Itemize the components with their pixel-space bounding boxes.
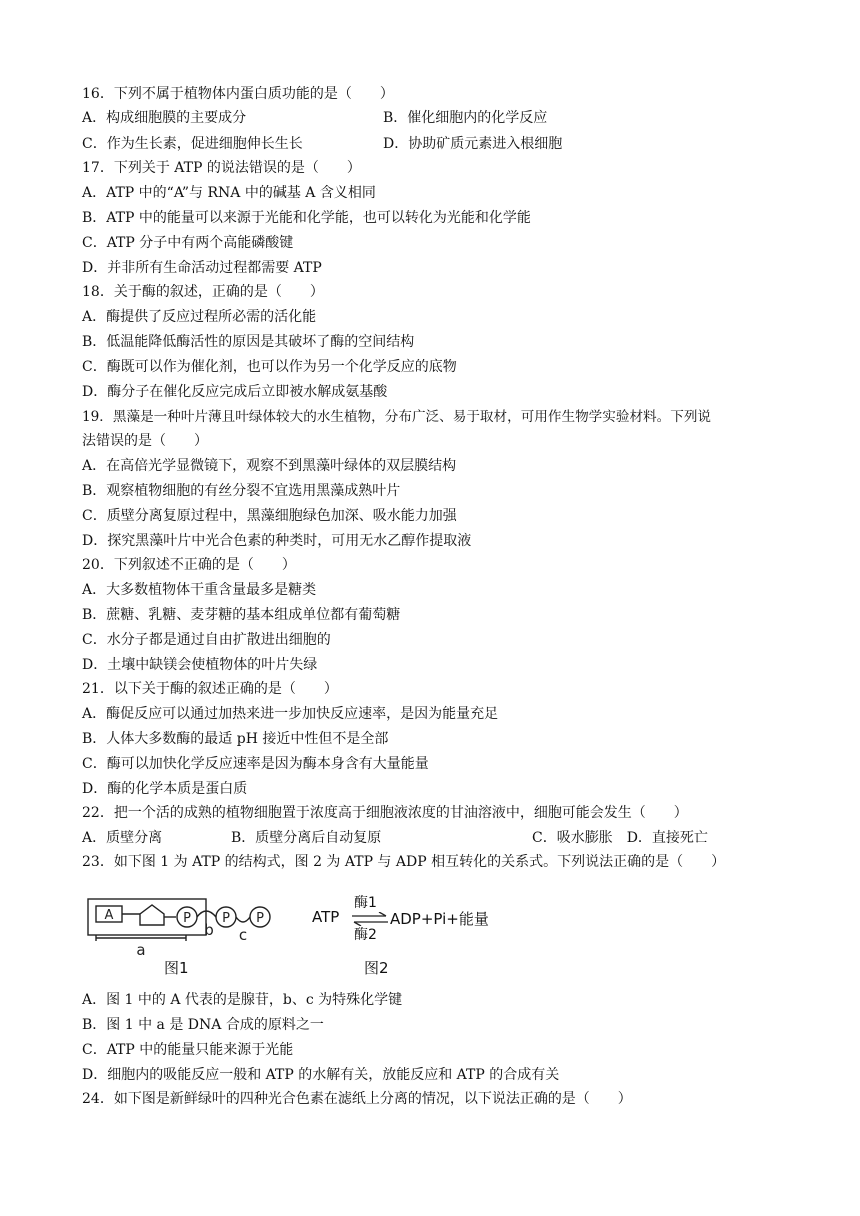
q21-option-b: B．人体大多数酶的最适 pH 接近中性但不是全部 (82, 731, 389, 747)
q20-option-a: A．大多数植物体干重含量最多是糖类 (82, 582, 317, 598)
q19-stem-line1: 19．黑藻是一种叶片薄且叶绿体较大的水生植物，分布广泛、易于取材，可用作生物学实验材料。下列说 (82, 409, 712, 425)
q22-stem: 22．把一个活的成熟的植物细胞置于浓度高于细胞液浓度的甘油溶液中，细胞可能会发生（ ） (82, 805, 688, 821)
q23-option-c: C．ATP 中的能量只能来源于光能 (82, 1042, 294, 1058)
svg-text:P: P (256, 911, 264, 926)
q17-option-d: D．并非所有生命活动过程都需要 ATP (82, 260, 322, 276)
figure1-caption: 图1 (164, 959, 189, 977)
q20-option-b: B．蔗糖、乳糖、麦芽糖的基本组成单位都有葡萄糖 (82, 607, 401, 623)
figure1-label-a: a (136, 941, 146, 959)
q21-option-c: C．酶可以加快化学反应速率是因为酶本身含有大量能量 (82, 756, 429, 772)
figure1-label-b: b (204, 921, 214, 939)
figure2-products: ADP+Pi+能量 (390, 910, 489, 928)
figure2-caption: 图2 (364, 959, 389, 977)
q19-option-b: B．观察植物细胞的有丝分裂不宜选用黑藻成熟叶片 (82, 483, 401, 499)
q19-stem-line2: 法错误的是（ ） (82, 433, 208, 449)
figure1-base-label: A (104, 908, 114, 923)
q16-option-a: A．构成细胞膜的主要成分 (82, 110, 247, 126)
q20-stem: 20．下列叙述不正确的是（ ） (82, 557, 296, 573)
q22-option-cd: C．吸水膨胀 D．直接死亡 (532, 830, 708, 846)
figure2-atp: ATP (312, 908, 340, 926)
figure1-label-c: c (238, 926, 248, 944)
q22-option-b: B．质壁分离后自动复原 (231, 830, 382, 846)
q24-stem: 24．如下图是新鲜绿叶的四种光合色素在滤纸上分离的情况，以下说法正确的是（ ） (82, 1091, 632, 1107)
q16-option-d: D．协助矿质元素进入根细胞 (383, 136, 563, 152)
figure2-enzyme2: 酶2 (354, 927, 377, 943)
q20-option-d: D．土壤中缺镁会使植物体的叶片失绿 (82, 657, 318, 673)
q19-option-c: C．质壁分离复原过程中，黑藻细胞绿色加深、吸水能力加强 (82, 508, 457, 524)
q23-option-b: B．图 1 中 a 是 DNA 合成的原料之一 (82, 1017, 324, 1033)
q18-option-d: D．酶分子在催化反应完成后立即被水解成氨基酸 (82, 384, 388, 400)
q21-stem: 21．以下关于酶的叙述正确的是（ ） (82, 681, 338, 697)
q16-stem: 16．下列不属于植物体内蛋白质功能的是（ ） (82, 86, 394, 102)
q19-option-d: D．探究黑藻叶片中光合色素的种类时，可用无水乙醇作提取液 (82, 533, 472, 549)
q21-option-d: D．酶的化学本质是蛋白质 (82, 781, 248, 797)
q16-option-c: C．作为生长素，促进细胞伸长生长 (82, 136, 303, 152)
q23-option-a: A．图 1 中的 A 代表的是腺苷，b、c 为特殊化学键 (82, 992, 403, 1008)
q23-option-d: D．细胞内的吸能反应一般和 ATP 的水解有关，放能反应和 ATP 的合成有关 (82, 1067, 560, 1083)
q20-option-c: C．水分子都是通过自由扩散进出细胞的 (82, 632, 331, 648)
q23-stem: 23．如下图 1 为 ATP 的结构式，图 2 为 ATP 与 ADP 相互转化的关系式。下列说法正确的是（ ） (82, 854, 726, 870)
figure2-enzyme1: 酶1 (354, 895, 377, 911)
q16-option-b: B．催化细胞内的化学反应 (383, 110, 548, 126)
q21-option-a: A．酶促反应可以通过加热来进一步加快反应速率，是因为能量充足 (82, 706, 499, 722)
q18-option-c: C．酶既可以作为催化剂，也可以作为另一个化学反应的底物 (82, 359, 457, 375)
q17-option-c: C．ATP 分子中有两个高能磷酸键 (82, 235, 294, 251)
q22-option-a: A．质壁分离 (82, 830, 163, 846)
q19-option-a: A．在高倍光学显微镜下，观察不到黑藻叶绿体的双层膜结构 (82, 458, 457, 474)
q17-option-b: B．ATP 中的能量可以来源于光能和化学能，也可以转化为光能和化学能 (82, 210, 531, 226)
q18-stem: 18．关于酶的叙述，正确的是（ ） (82, 284, 324, 300)
svg-text:P: P (222, 911, 230, 926)
q17-stem: 17．下列关于 ATP 的说法错误的是（ ） (82, 160, 361, 176)
q17-option-a: A．ATP 中的“A”与 RNA 中的碱基 A 含义相同 (82, 185, 376, 201)
q18-option-b: B．低温能降低酶活性的原因是其破坏了酶的空间结构 (82, 334, 415, 350)
q18-option-a: A．酶提供了反应过程所必需的活化能 (82, 309, 317, 325)
svg-text:P: P (183, 911, 191, 926)
figure1-pentagon (140, 905, 164, 925)
